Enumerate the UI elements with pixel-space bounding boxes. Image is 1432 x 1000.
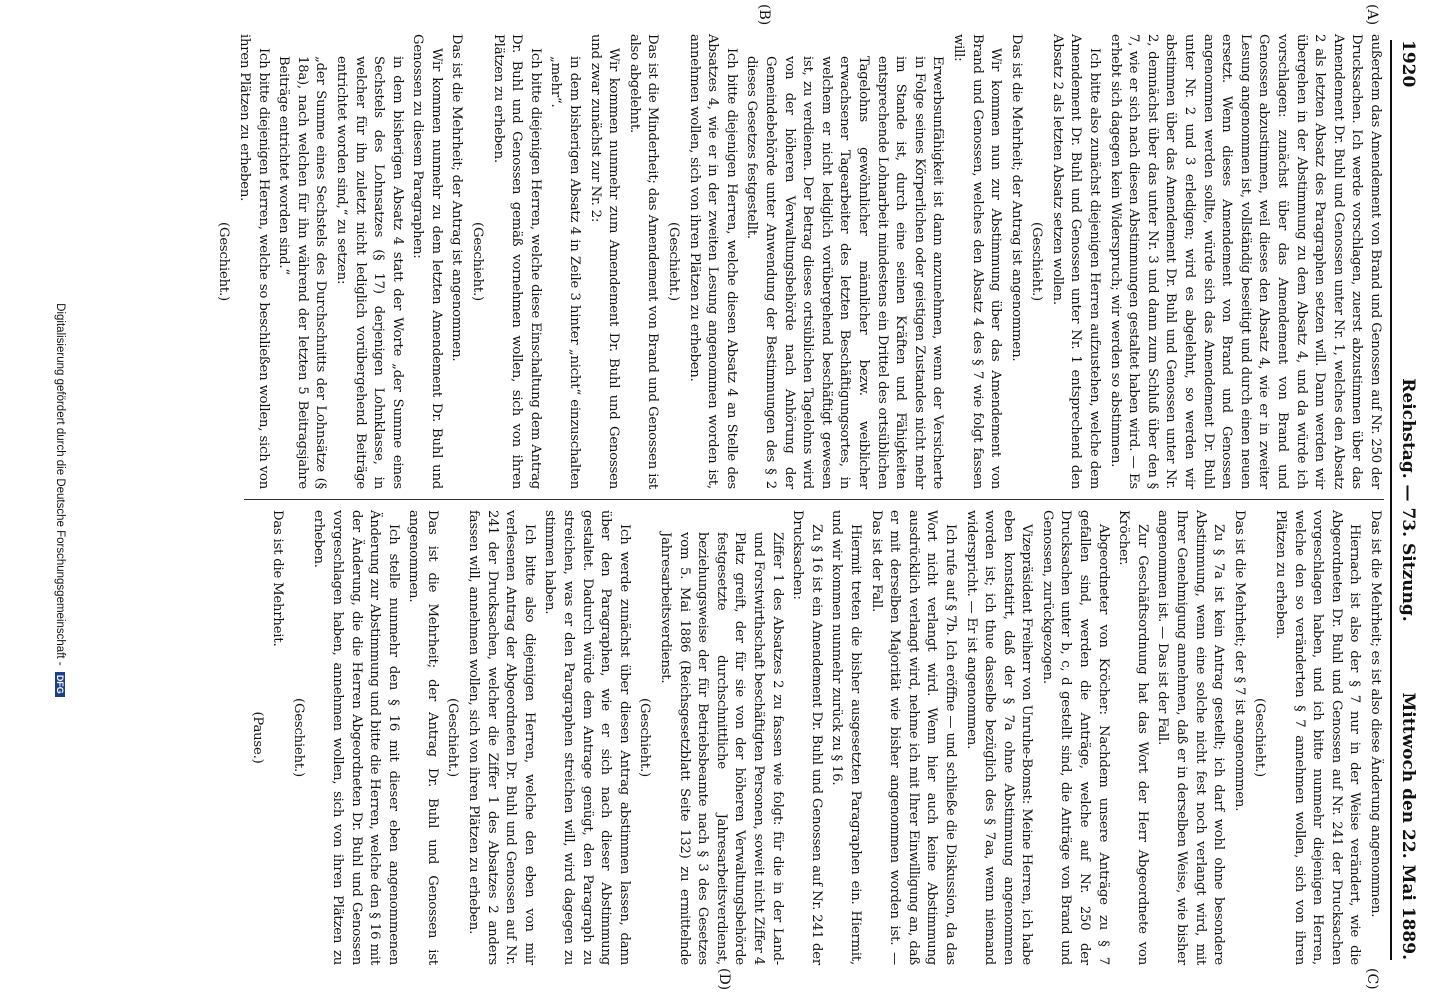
stage-direction: (Geschieht.): [1029, 222, 1045, 301]
paragraph: Zur Geschäftsordnung hat das Wort der Herr Abgeordnete von Kröcher.: [1116, 510, 1150, 965]
running-title: Reichstag. — 73. Sitzung.: [1398, 378, 1418, 622]
paragraph: Das ist die Mehrheit.: [270, 510, 286, 647]
stage-direction: (Geschieht.): [445, 698, 461, 777]
paragraph: Hiermit treten die bisher ausgesetzten Paragraphen ein. Hiermit, und wir kommen nunmehr zurück zu § 16.: [829, 510, 863, 965]
paragraph: Hiernach ist also der § 7 nur in der Weise verändert, wie die Abgeordneten Dr. Buhl und Genossen auf Nr. 241 der Drucksachen vorgeschlagen haben, und ich bitte nunmehr diejenigen Herren, welche den so veränderten § 7 annehmen wollen, sich von ihren Plätzen zu erheben.: [1273, 510, 1363, 965]
paragraph: Das ist die Mehrheit; der Antrag ist angenommen.: [449, 34, 465, 362]
left-text-column: [212, 34, 1384, 489]
paragraph: in dem bisherigen Absatz 4 statt der Worte „der Summe eines Sechstels des Lohnsatzes (§ 17) derjenigen Lohnklasse, in welcher für ihn zuletzt nicht lediglich vorübergehend Beiträge entrichtet worden sind,“ zu setzen:: [333, 56, 405, 489]
paragraph: Zu § 7a ist kein Antrag gestellt; ich darf wohl ohne besondere Abstimmung, wenn eine solche nicht fest noch verlangt wird, mit Ihrer Genehmigung annehmen, daß er in derselben Weise, wie bisher angenommen ist. — Das ist der Fall.: [1155, 510, 1227, 965]
paragraph: Wir kommen nunmehr zum Amendement Dr. Buhl und Genossen und zwar zunächst zur Nr. 2:: [587, 34, 622, 489]
column-divider: [244, 499, 1384, 500]
paragraph: Ich bitte diejenigen Herren, welche so beschließen wollen, sich von ihren Plätzen zu erheben.: [236, 34, 271, 489]
paragraph: Ich bitte also zunächst diejenigen Herren aufzustehen, welche dem Amendement Dr. Buhl und Genossen unter Nr. 1 entsprechend den Absatz 2 als letzten Absatz setzen wollen.: [1049, 34, 1103, 489]
stage-direction: (Geschieht.): [290, 698, 306, 777]
paragraph: Das ist die Mehrheit; der Antrag Dr. Buhl und Genossen ist angenommen.: [406, 510, 440, 965]
page-number: 1920: [1398, 40, 1418, 88]
paragraph: außerdem das Amendement von Brand und Genossen auf Nr. 250 der Drucksachen. Ich werde vorschlagen, zuerst abzustimmen über das Amendement Dr. Buhl und Genossen unter Nr. 1, welches den Absatz 2 als letzten Absatz des Paragraphen setzen will. Dann werden wir übergehen in der Abstimmung zu dem Absatz 4, und da würde ich vorschlagen: zunächst über das Amendement von Brand und Genossen abzustimmen, weil dieses den Absatz 4, wie er in zweiter Lesung angenommen ist, vollständig beseitigt und durch einen neuen ersetzt. Wenn dieses Amendement von Brand und Genossen angenommen werden sollte, würde sich das Amendement Dr. Buhl unter Nr. 2 und 3 erledigen; wird es abgelehnt, so werden wir abstimmen über das Amendement Dr. Buhl und Genossen unter Nr. 2, demnächst über das unter Nr. 3 und dann zum Schluß über den § 7, wie er sich nach diesen Abstimmungen gestaltet haben wird. — Es erhebt sich dagegen kein Widerspruch; wir werden so abstimmen.: [1107, 34, 1383, 489]
paragraph: Ich bitte also diejenigen Herren, welche den eben von mir verlesenen Antrag der Abgeordneten Dr. Buhl und Genossen auf Nr. 241 der Drucksachen, welcher die Ziffer 1 des Absatzes 2 anders fassen will, annehmen wollen, sich von ihren Plätzen zu erheben.: [466, 510, 537, 965]
session-date: Mittwoch den 22. Mai 1889.: [1398, 692, 1418, 960]
dfg-logo: DFG: [55, 672, 65, 697]
stage-direction: (Geschieht.): [216, 222, 232, 301]
paragraph: Wir kommen nun zur Abstimmung über das Amendement von Brand und Genossen, welches den Absatz 4 des § 7 wie folgt fassen will:: [950, 34, 1004, 489]
stage-direction: (Geschieht.): [637, 698, 653, 777]
paragraph: Abgeordneter von Kröcher: Nachdem unsere Anträge zu § 7 gefallen sind, werden die Anträge, welche auf Nr. 250 der Drucksachen unter b, c, d gestellt sind, die Anträge von Brand und Genossen, zurückgezogen.: [1039, 510, 1111, 965]
margin-mark-d: (D): [716, 968, 732, 991]
margin-mark-c: (C): [1364, 968, 1380, 990]
credit-text: Digitalisierung gefördert durch die Deutsche Forschungsgemeinschaft -: [54, 303, 66, 666]
paragraph: Ich werde zunächst über diesen Antrag abstimmen lassen, dann über den Paragraphen, wie er sich nach dieser Abstimmung gestaltet. Dadurch würde dem Antrage genügt, den Paragraph zu streichen, was er den Paragraphen streichen will, wird dagegen zu stimmen haben.: [542, 510, 632, 965]
paragraph: Vizepräsident Freiherr von Unruhe-Bomst: Meine Herren, ich habe eben konstatirt, daß der § 7a ohne Abstimmung angenommen worden ist; ich thue dasselbe bezüglich des § 7aa, wenn niemand widerspricht. — Er ist angenommen.: [963, 510, 1035, 965]
stage-direction: (Geschieht.): [1252, 698, 1268, 777]
stage-direction: (Pause.): [249, 711, 265, 764]
stage-direction: (Geschieht.): [470, 222, 486, 301]
paragraph: „der Summe eines Sechstels des Durchschnitts der Lohnsätze (§ 18a), nach welchen für ihn während der letzten 5 Beitragsjahre Beiträge entrichtet worden sind.“: [276, 56, 329, 489]
paragraph: Erwerbsunfähigkeit ist dann anzunehmen, wenn der Versicherte in Folge seines Körperlichen oder geistigen Zustandes nicht mehr im Stande ist, durch eine seinen Kräften und Fähigkeiten entsprechende Lohnarbeit mindestens ein Drittel des ortsüblichen Tagelohns gewöhnlicher männlicher bezw. weiblicher erwachsener Tagearbeiter des letzten Beschäftigungsortes, in welchem er nicht lediglich vorübergehend beschäftigt gewesen ist, zu verdienen. Der Betrag dieses ortsüblichen Tagelohns wird von der höheren Verwaltungsbehörde nach Anhörung der Gemeindebehörde unter Anwendung der Bestimmungen des § 2 dieses Gesetzes festgestellt.: [744, 56, 946, 489]
paragraph: in dem bisherigen Absatz 4 in Zeile 3 hinter „nicht“ einzuschalten „mehr“.: [548, 56, 583, 489]
paragraph: Ich stelle nunmehr den § 16 mit dieser eben angenommenen Änderung zur Abstimmung und bitte die Herren, welche den § 16 mit der Änderung, die die Herren Abgeordneten Dr. Buhl und Genossen vorgeschlagen haben, annehmen wollen, sich von ihren Plätzen zu erheben.: [311, 510, 401, 965]
stage-direction: (Geschieht.): [666, 222, 682, 301]
paragraph: Ziffer 1 des Absatzes 2 zu fassen wie folgt: für die in der Land- und Forstwirthschaft beschäftigten Personen, soweit nicht Ziffer 4 Platz greift, der für sie von der höheren Verwaltungsbehörde festgesetzte durchschnittliche Jahresarbeitsverdienst, beziehungsweise der für Betriebsbeamte nach § 3 des Gesetzes vom 5. Mai 1886 (Reichsgesetzblatt Seite 132) zu ermittelnde Jahresarbeitsverdienst.: [658, 532, 785, 965]
paragraph: Wir kommen nunmehr zu dem letzten Amendement Dr. Buhl und Genossen zu diesem Paragraphen:: [410, 34, 444, 489]
paragraph: Das ist die Mehrheit; der Antrag ist angenommen.: [1008, 34, 1024, 362]
paragraph: Das ist die Mehrheit; es ist also diese Änderung angenommen.: [1368, 510, 1383, 918]
paragraph: Ich bitte diejenigen Herren, welche diesen Absatz 4 an Stelle des Absatzes 4, wie er in der zweiten Lesung angenommen worden ist, annehmen wollen, sich von ihren Plätzen zu erheben.: [686, 34, 739, 489]
margin-mark-a: (A): [1364, 4, 1380, 26]
header-rule: [1390, 40, 1392, 960]
paragraph: Das ist die Mehrheit; der § 7 ist angenommen.: [1231, 510, 1247, 812]
paragraph: Ich bitte diejenigen Herren, welche diese Einschaltung dem Antrag Dr. Buhl und Genossen gemäß vornehmen wollen, sich von ihren Plätzen zu erheben.: [490, 34, 543, 489]
right-text-column: [245, 510, 1384, 965]
margin-mark-b: (B): [756, 4, 772, 26]
paragraph: Das ist die Minderheit; das Amendement von Brand und Genossen ist also abgelehnt.: [626, 34, 661, 489]
digitization-credit: [54, 0, 66, 1000]
page-header: [1392, 40, 1424, 960]
paragraph: Zu § 16 ist ein Amendement Dr. Buhl und Genossen auf Nr. 241 der Drucksachen:: [790, 510, 824, 965]
paragraph: Ich rufe auf § 7b. Ich eröffne — und schließe die Diskussion, da das Wort nicht verlangt wird. Wenn hier auch keine Abstimmung ausdrücklich verlangt wird, nehme ich mit Ihrer Einwilligung an, daß er mit derselben Majorität wie bisher angenommen worden ist. — Das ist der Fall.: [868, 510, 958, 965]
